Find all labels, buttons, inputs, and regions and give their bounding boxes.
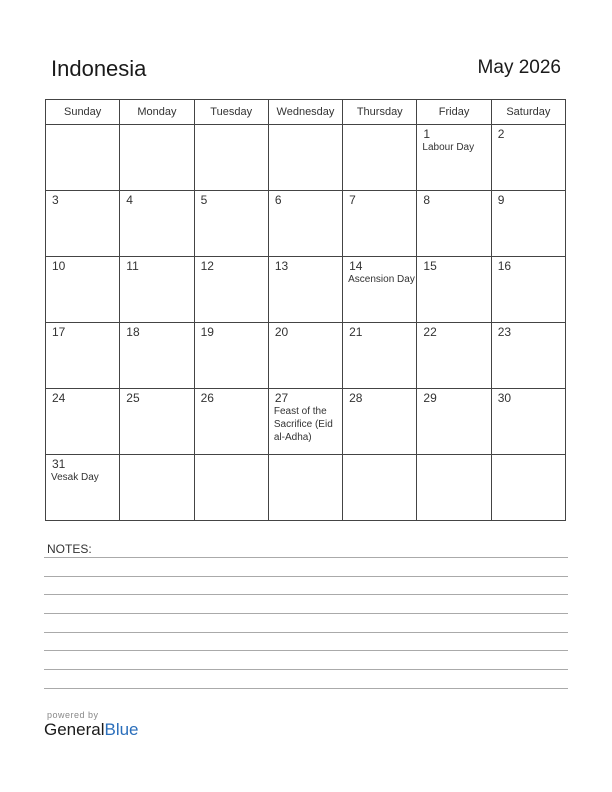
- weekday-header: Saturday: [491, 100, 565, 125]
- day-number: 18: [126, 325, 140, 339]
- day-number: 30: [497, 391, 512, 405]
- day-number: 17: [52, 325, 66, 339]
- day-number: 7: [349, 193, 356, 207]
- calendar-day-cell: [268, 455, 342, 521]
- notes-line: [44, 688, 568, 689]
- day-number: 24: [52, 391, 66, 405]
- day-number: 22: [423, 325, 437, 339]
- day-number: 19: [200, 325, 214, 339]
- brand-logo: [44, 720, 139, 740]
- calendar-day-cell: [268, 125, 342, 191]
- calendar-day-cell: [120, 257, 194, 323]
- holiday-label: Ascension Day: [348, 274, 415, 285]
- calendar-week-row: [46, 257, 566, 323]
- calendar-day-cell: [491, 455, 565, 521]
- weekday-header: Monday: [120, 100, 194, 125]
- notes-line: [44, 650, 568, 651]
- day-number: 26: [200, 391, 214, 405]
- calendar-week-row: [46, 191, 566, 257]
- calendar-day-cell: [343, 257, 417, 323]
- day-number: 29: [423, 391, 437, 405]
- calendar-day-cell: [194, 389, 268, 455]
- calendar-day-cell: [46, 125, 120, 191]
- calendar-day-cell: [343, 389, 417, 455]
- notes-line: [44, 594, 568, 595]
- day-number: 14: [349, 259, 363, 273]
- notes-line: [44, 669, 568, 670]
- day-number: 28: [349, 391, 363, 405]
- calendar-day-cell: [120, 389, 194, 455]
- notes-label: NOTES:: [47, 542, 92, 556]
- calendar-day-cell: [343, 125, 417, 191]
- calendar-day-cell: [268, 191, 342, 257]
- calendar-day-cell: [120, 323, 194, 389]
- calendar-day-cell: [417, 455, 491, 521]
- day-number: 11: [126, 259, 139, 273]
- weekday-header: Wednesday: [268, 100, 342, 125]
- day-number: 10: [52, 259, 66, 273]
- calendar-day-cell: [194, 455, 268, 521]
- day-number: 27: [274, 391, 289, 405]
- calendar-day-cell: [491, 125, 565, 191]
- calendar-week-row: [46, 389, 566, 455]
- weekday-header: Friday: [417, 100, 491, 125]
- calendar-day-cell: [46, 389, 120, 455]
- calendar-day-cell: [120, 191, 194, 257]
- calendar-day-cell: [194, 323, 268, 389]
- calendar-day-cell: [491, 389, 565, 455]
- calendar-day-cell: [268, 389, 342, 455]
- day-number: 5: [200, 193, 208, 207]
- month-title: May 2026: [477, 57, 561, 78]
- day-number: 4: [126, 193, 133, 207]
- day-number: 25: [126, 391, 140, 405]
- calendar-day-cell: [46, 323, 120, 389]
- calendar-grid: [45, 99, 566, 521]
- calendar-day-cell: [120, 455, 194, 521]
- calendar-day-cell: [194, 125, 268, 191]
- calendar-day-cell: [491, 257, 565, 323]
- notes-line: [44, 632, 568, 633]
- brand-general: General: [44, 720, 105, 739]
- day-number: 12: [200, 259, 214, 273]
- calendar-day-cell: [46, 191, 120, 257]
- calendar-day-cell: [194, 257, 268, 323]
- calendar-day-cell: [417, 389, 491, 455]
- calendar-week-row: [46, 455, 566, 521]
- calendar-day-cell: [343, 323, 417, 389]
- calendar-day-cell: [120, 125, 194, 191]
- holiday-label: Feast of the Sacrifice (Eid al-Adha): [273, 406, 333, 443]
- brand-blue: Blue: [104, 720, 139, 739]
- notes-line: [44, 576, 568, 577]
- day-number: 8: [423, 193, 431, 207]
- calendar-day-cell: [46, 455, 120, 521]
- calendar-day-cell: [343, 191, 417, 257]
- day-number: 6: [274, 193, 282, 207]
- day-number: 2: [497, 127, 505, 141]
- holiday-label: Vesak Day: [51, 472, 99, 483]
- calendar-day-cell: [491, 323, 565, 389]
- day-number: 21: [349, 325, 363, 339]
- weekday-header: Tuesday: [194, 100, 268, 125]
- calendar-day-cell: [491, 191, 565, 257]
- day-number: 1: [423, 127, 431, 141]
- day-number: 20: [274, 325, 289, 339]
- calendar-day-cell: [268, 323, 342, 389]
- day-number: 13: [274, 259, 289, 273]
- day-number: 16: [497, 259, 512, 273]
- calendar-day-cell: [343, 455, 417, 521]
- weekday-header: Sunday: [46, 100, 120, 125]
- holiday-label: Labour Day: [422, 142, 475, 153]
- calendar-day-cell: [417, 257, 491, 323]
- calendar-day-cell: [268, 257, 342, 323]
- day-number: 3: [52, 193, 59, 207]
- calendar-day-cell: [417, 125, 491, 191]
- notes-line: [44, 613, 568, 614]
- calendar-day-cell: [46, 257, 120, 323]
- weekday-header: Thursday: [343, 100, 417, 125]
- day-number: 9: [497, 193, 505, 207]
- day-number: 23: [497, 325, 512, 339]
- calendar-week-row: [46, 125, 566, 191]
- calendar-day-cell: [194, 191, 268, 257]
- weekday-header-row: [46, 100, 566, 125]
- calendar-day-cell: [417, 323, 491, 389]
- day-number: 15: [423, 259, 437, 273]
- day-number: 31: [52, 457, 66, 471]
- notes-line: [44, 557, 568, 558]
- calendar-day-cell: [417, 191, 491, 257]
- calendar-body: [46, 125, 566, 521]
- powered-by-text: powered by: [47, 710, 99, 720]
- country-title: Indonesia: [51, 56, 147, 81]
- calendar-week-row: [46, 323, 566, 389]
